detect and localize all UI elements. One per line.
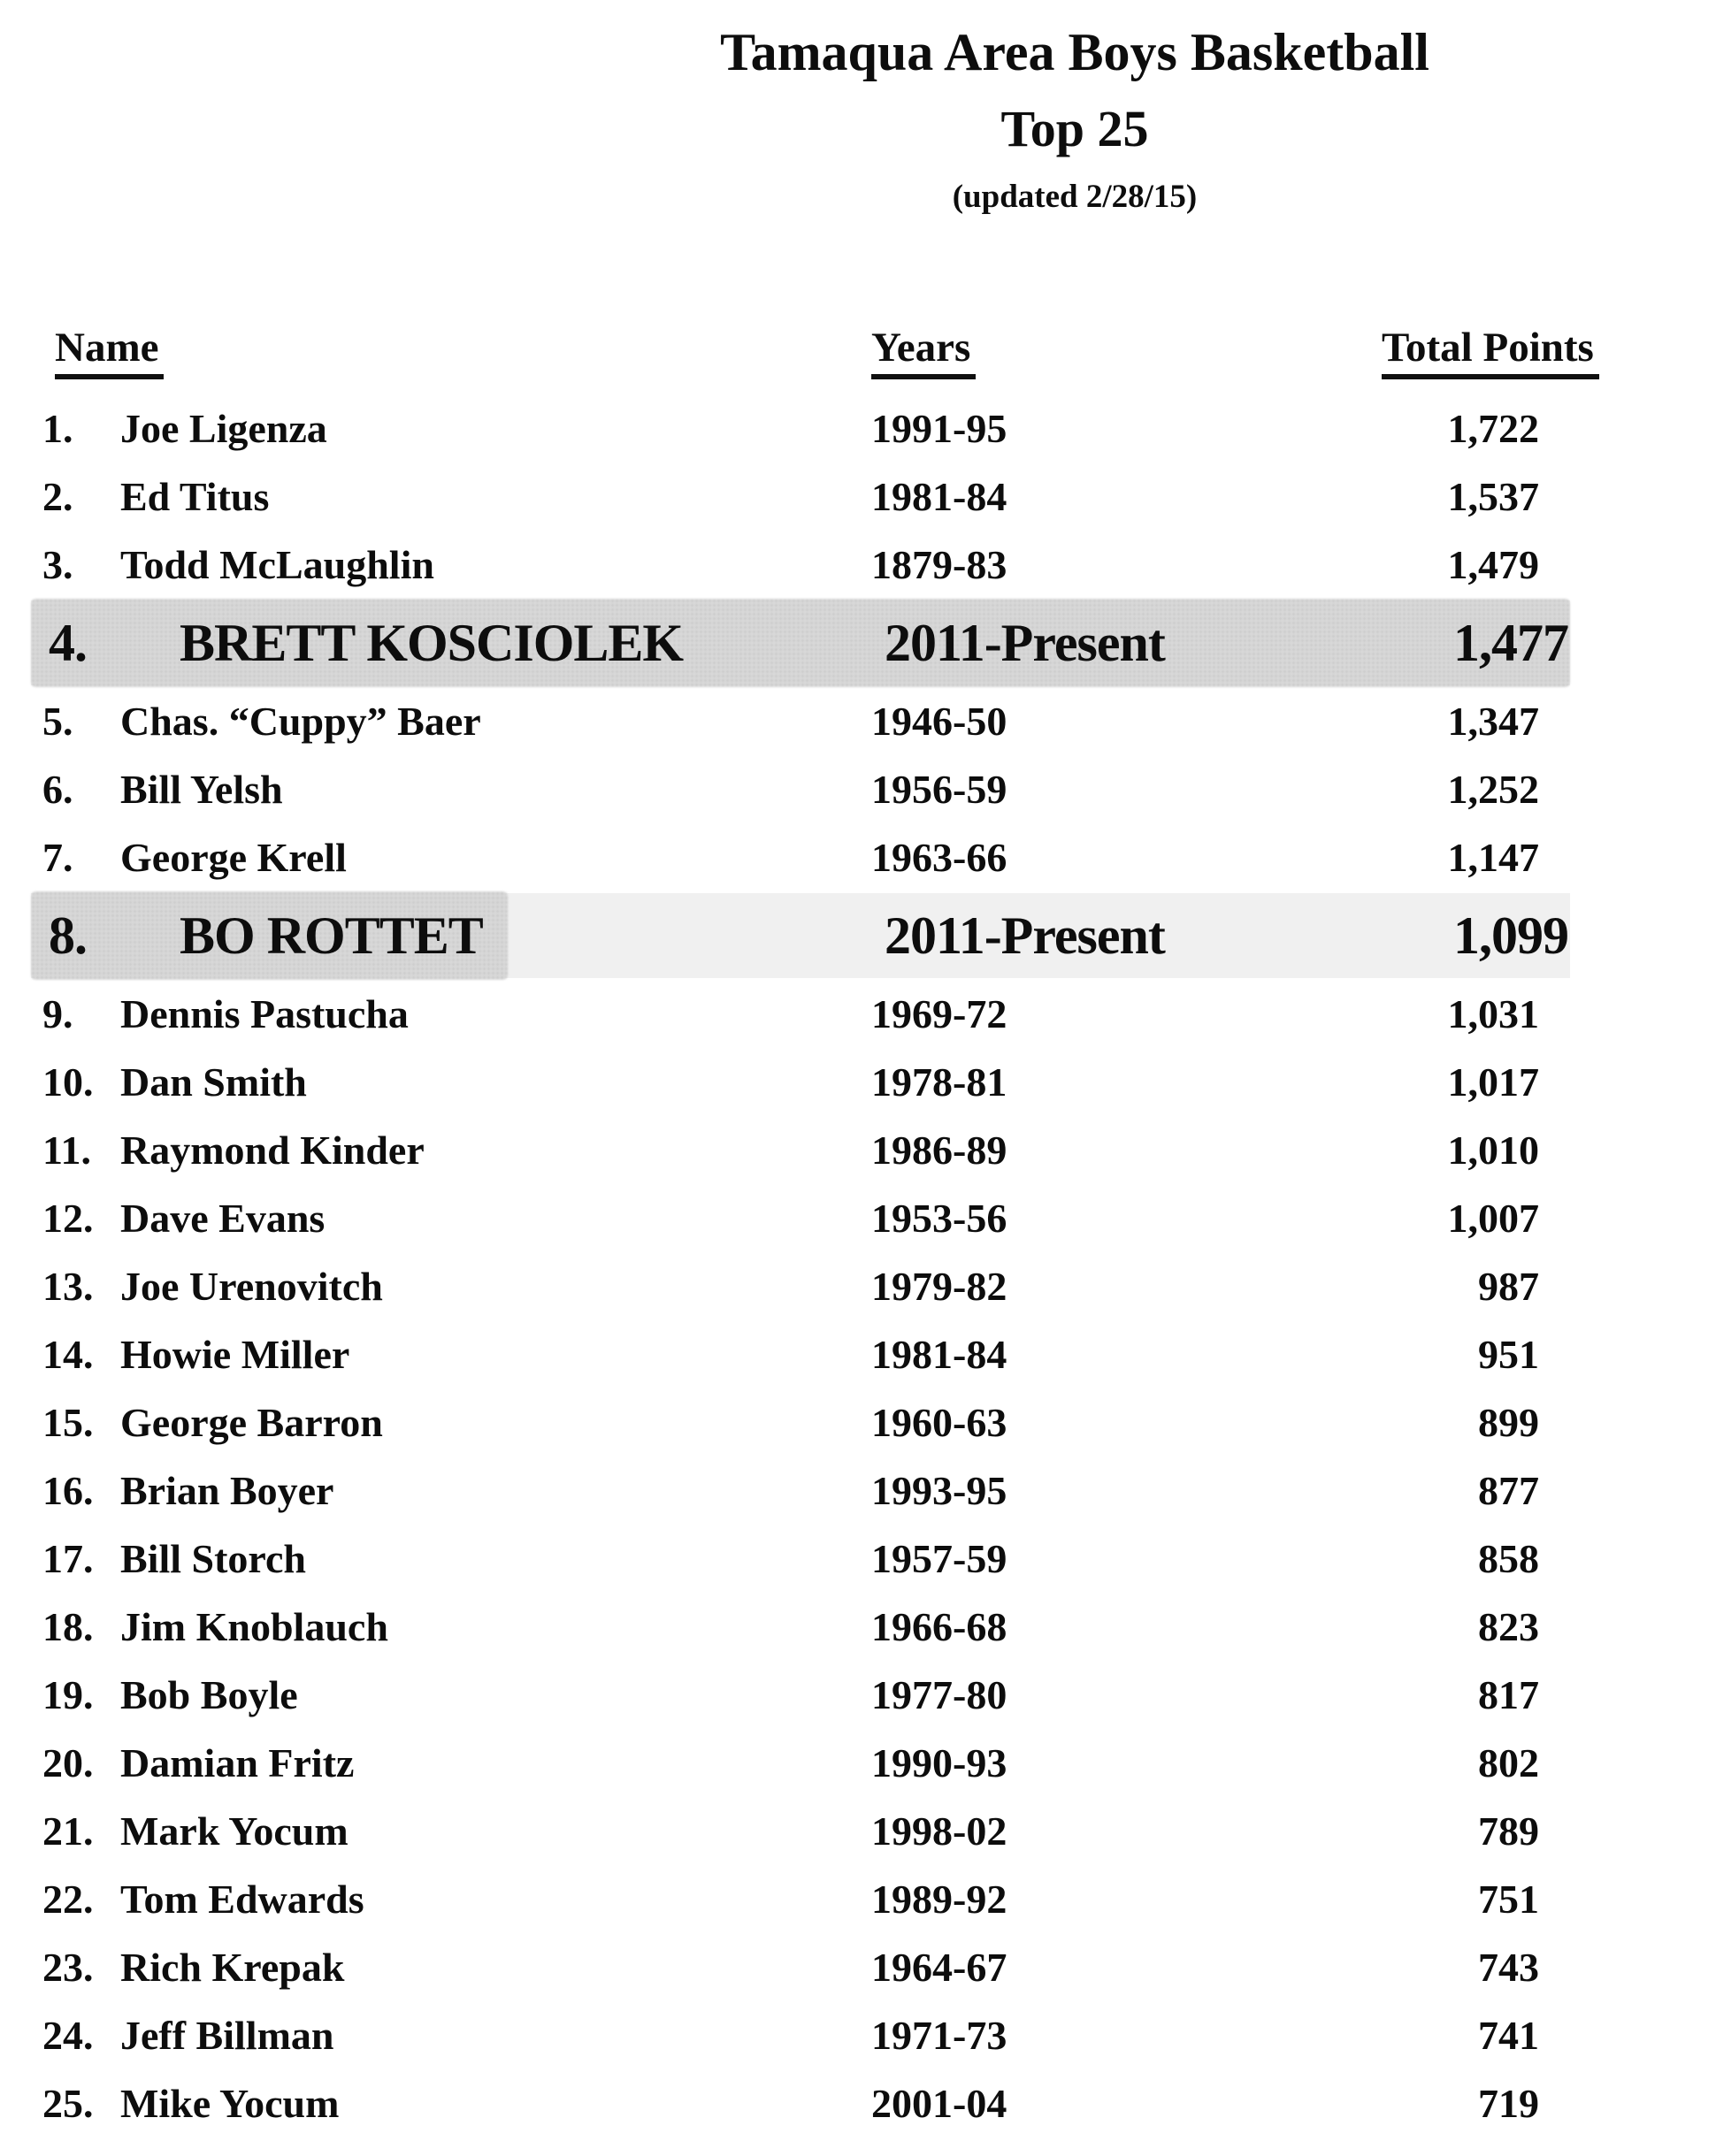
player-name-cell [42,531,434,599]
table-row [0,980,1716,1048]
table-row [0,1116,1716,1184]
player-name: Mike Yocum [120,2081,340,2126]
player-years: 1998-02 [871,1808,1007,1854]
player-name: George Krell [120,835,347,880]
player-years: 1979-82 [871,1264,1007,1309]
player-rank: 15. [42,1400,94,1445]
player-name-cell [49,891,483,980]
player-name-cell [42,2001,333,2069]
player-years: 1960-63 [871,1400,1007,1445]
player-rank: 14. [42,1332,94,1377]
player-name: Jeff Billman [120,2013,334,2058]
player-years: 1986-89 [871,1128,1007,1173]
player-points: 1,007 [1447,1196,1539,1241]
player-name-cell [42,1048,307,1116]
player-rank: 8. [49,906,87,965]
player-name-cell [42,1661,298,1729]
player-name-cell [42,1593,388,1661]
player-name: Bob Boyle [120,1672,298,1717]
player-points: 802 [1478,1740,1539,1785]
player-rank: 20. [42,1740,94,1785]
heading-block [433,23,1716,216]
player-rank: 13. [42,1264,94,1309]
player-points: 1,099 [1453,906,1568,965]
player-rank: 7. [42,835,73,880]
player-years: 1991-95 [871,406,1007,451]
player-name-cell [42,1388,383,1456]
table-row [0,2001,1716,2069]
player-rank: 25. [42,2081,94,2126]
player-years: 1981-84 [871,474,1007,519]
player-years: 2011-Present [885,613,1165,672]
player-rank: 6. [42,767,73,812]
player-rank: 5. [42,699,73,744]
table-row [0,1933,1716,2001]
page-title: Tamaqua Area Boys Basketball [720,23,1429,81]
table-row [0,1797,1716,1865]
player-rank: 22. [42,1877,94,1922]
player-years: 1946-50 [871,699,1007,744]
player-rank: 10. [42,1059,94,1105]
player-points: 1,252 [1447,767,1539,812]
player-points: 817 [1478,1672,1539,1717]
player-name: BRETT KOSCIOLEK [180,613,684,672]
player-points: 743 [1478,1945,1539,1990]
player-name: George Barron [120,1400,383,1445]
player-points: 751 [1478,1877,1539,1922]
player-years: 1966-68 [871,1604,1007,1649]
player-points: 1,017 [1447,1059,1539,1105]
player-name-cell [42,755,283,823]
player-points: 823 [1478,1604,1539,1649]
table-row [0,1252,1716,1320]
player-years: 1963-66 [871,835,1007,880]
player-name: Bill Yelsh [120,767,283,812]
player-rank: 1. [42,406,73,451]
player-name: Chas. “Cuppy” Baer [120,699,481,744]
table-row [0,1456,1716,1525]
table-header-row [0,320,1716,394]
player-name: BO ROTTET [180,906,483,965]
table-row [0,1320,1716,1388]
player-name: Brian Boyer [120,1468,334,1513]
player-name-cell [42,1729,354,1797]
player-name: Tom Edwards [120,1877,364,1922]
table-row [0,1729,1716,1797]
player-years: 1981-84 [871,1332,1007,1377]
table-row [0,1388,1716,1456]
player-rank: 2. [42,474,73,519]
table-row [0,463,1716,531]
player-years: 1964-67 [871,1945,1007,1990]
table-row [0,755,1716,823]
player-name-cell [42,1933,344,2001]
player-years: 1956-59 [871,767,1007,812]
table-row [31,891,1570,980]
player-points: 899 [1478,1400,1539,1445]
player-points: 719 [1478,2081,1539,2126]
player-name-cell [42,980,409,1048]
table-body [0,394,1716,2137]
player-name: Dan Smith [120,1059,307,1105]
table-row [0,1184,1716,1252]
player-name-cell [42,823,347,891]
player-name-cell [49,599,683,687]
player-points: 1,479 [1447,542,1539,587]
player-name-cell [42,394,327,463]
player-points: 1,347 [1447,699,1539,744]
player-points: 987 [1478,1264,1539,1309]
player-years: 1879-83 [871,542,1007,587]
player-name: Howie Miller [120,1332,350,1377]
player-name-cell [42,463,269,531]
table-row [0,1525,1716,1593]
table-row [0,823,1716,891]
table-row [0,394,1716,463]
table-row [0,1865,1716,1933]
player-years: 1977-80 [871,1672,1007,1717]
player-years: 1969-72 [871,991,1007,1036]
table-row [0,1048,1716,1116]
player-years: 1989-92 [871,1877,1007,1922]
player-name: Rich Krepak [120,1945,345,1990]
player-name-cell [42,1320,349,1388]
player-rank: 19. [42,1672,94,1717]
player-points: 877 [1478,1468,1539,1513]
player-years: 1953-56 [871,1196,1007,1241]
player-name-cell [42,1184,325,1252]
player-rank: 9. [42,991,73,1036]
player-rank: 12. [42,1196,94,1241]
name-column-header: Name [55,324,164,379]
player-points: 951 [1478,1332,1539,1377]
player-years: 1971-73 [871,2013,1007,2058]
player-points: 1,722 [1447,406,1539,451]
player-name: Ed Titus [120,474,270,519]
player-name: Joe Ligenza [120,406,327,451]
player-points: 858 [1478,1536,1539,1581]
player-points: 741 [1478,2013,1539,2058]
player-name: Dennis Pastucha [120,991,409,1036]
player-rank: 23. [42,1945,94,1990]
player-rank: 3. [42,542,73,587]
years-column-header: Years [871,324,976,379]
player-name-cell [42,1797,349,1865]
player-name: Bill Storch [120,1536,307,1581]
page-subtitle: Top 25 [1000,100,1149,157]
player-rank: 4. [49,613,87,672]
table-row [0,687,1716,755]
player-rank: 24. [42,2013,94,2058]
updated-note: (updated 2/28/15) [952,179,1198,215]
player-name-cell [42,687,481,755]
table-row [0,1661,1716,1729]
player-points: 1,010 [1447,1128,1539,1173]
player-name-cell [42,1252,383,1320]
top25-table [0,320,1716,2137]
table-row [0,531,1716,599]
player-years: 1957-59 [871,1536,1007,1581]
player-points: 1,031 [1447,991,1539,1036]
player-rank: 21. [42,1808,94,1854]
player-name-cell [42,1456,333,1525]
player-name-cell [42,2069,339,2137]
player-years: 2011-Present [885,906,1165,965]
player-years: 2001-04 [871,2081,1007,2126]
player-years: 1990-93 [871,1740,1007,1785]
player-rank: 16. [42,1468,94,1513]
player-points: 1,537 [1447,474,1539,519]
player-rank: 11. [42,1128,91,1173]
player-name-cell [42,1116,425,1184]
player-name: Dave Evans [120,1196,326,1241]
player-points: 789 [1478,1808,1539,1854]
player-rank: 18. [42,1604,94,1649]
player-name: Joe Urenovitch [120,1264,383,1309]
player-name: Jim Knoblauch [120,1604,388,1649]
table-row [31,599,1570,687]
player-years: 1993-95 [871,1468,1007,1513]
player-name: Todd McLaughlin [120,542,434,587]
player-name: Mark Yocum [120,1808,349,1854]
player-name: Raymond Kinder [120,1128,425,1173]
table-row [0,1593,1716,1661]
points-column-header: Total Points [1382,324,1599,379]
player-name-cell [42,1865,364,1933]
table-row [0,2069,1716,2137]
player-name: Damian Fritz [120,1740,355,1785]
player-points: 1,477 [1453,613,1568,672]
player-name-cell [42,1525,306,1593]
player-years: 1978-81 [871,1059,1007,1105]
player-rank: 17. [42,1536,94,1581]
player-points: 1,147 [1447,835,1539,880]
